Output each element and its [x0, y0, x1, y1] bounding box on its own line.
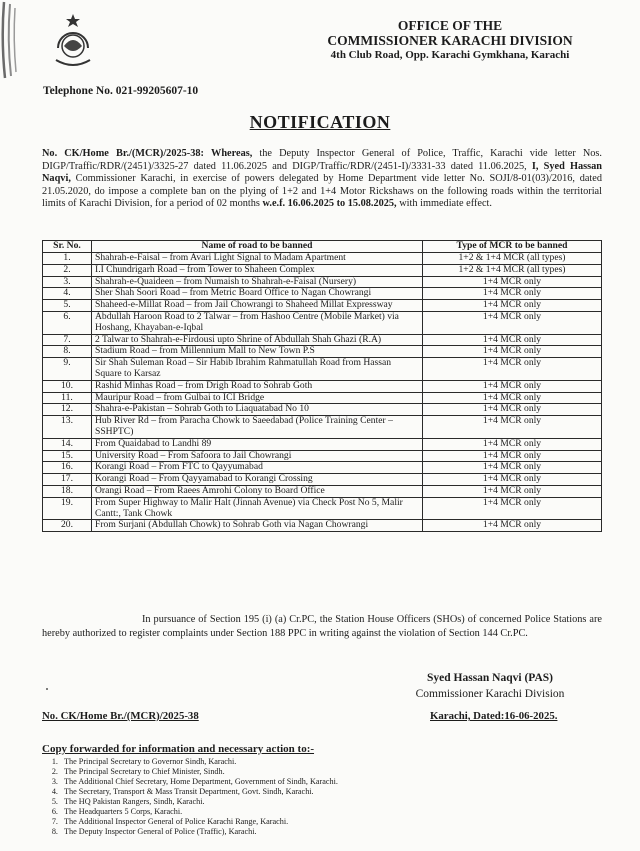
row-mcr: 1+4 MCR only [423, 485, 602, 497]
table-row [43, 380, 602, 392]
row-mcr: 1+4 MCR only [423, 380, 602, 392]
column-header-mcr: Type of MCR to be banned [423, 241, 602, 253]
row-sr: 18. [43, 485, 92, 497]
row-sr: 16. [43, 462, 92, 474]
reference-number: No. CK/Home Br./(MCR)/2025-38: [42, 148, 204, 159]
row-mcr: 1+2 & 1+4 MCR (all types) [423, 253, 602, 265]
table-row [43, 346, 602, 358]
table-row [43, 392, 602, 404]
document-title: NOTIFICATION [249, 112, 391, 132]
row-sr: 10. [43, 380, 92, 392]
table-row [43, 474, 602, 486]
table-row [43, 253, 602, 265]
row-road: Rashid Minhas Road – from Drigh Road to Sohrab Goth [92, 380, 423, 392]
column-header-road: Name of road to be banned [92, 241, 423, 253]
row-sr: 4. [43, 288, 92, 300]
column-header-sr: Sr. No. [43, 241, 92, 253]
row-sr: 20. [43, 520, 92, 532]
ban-period: w.e.f. 16.06.2025 to 15.08.2025, [262, 198, 397, 209]
row-road: Abdullah Haroon Road to 2 Talwar – from Hashoo Centre (Mobile Market) via Hoshang, Khayaban-e-Iqbal [92, 311, 423, 334]
body-text-2: Commissioner Karachi, in exercise of powers delegated by Home Department vide letter No. SOJI/8-01(03)/2016, dated 21.05.2020, do impose a complete ban on the plying of 1+2 and 1+4 Motor Rickshaws on the following roads within the territorial limits of Karachi Division, for a period of 02 months [42, 173, 602, 209]
list-item: 5. The HQ Pakistan Rangers, Sindh, Karachi. [60, 797, 620, 807]
row-mcr: 1+4 MCR only [423, 404, 602, 416]
row-mcr: 1+4 MCR only [423, 311, 602, 334]
row-road: I.I Chundrigarh Road – from Tower to Shaheen Complex [92, 264, 423, 276]
table-row [43, 276, 602, 288]
row-road: 2 Talwar to Shahrah-e-Firdousi upto Shrine of Abdullah Shah Ghazi (R.A) [92, 334, 423, 346]
row-sr: 17. [43, 474, 92, 486]
row-sr: 7. [43, 334, 92, 346]
row-sr: 9. [43, 358, 92, 381]
list-item: 4. The Secretary, Transport & Mass Transit Department, Govt. Sindh, Karachi. [60, 787, 620, 797]
row-sr: 5. [43, 300, 92, 312]
margin-dot [46, 688, 48, 690]
row-mcr: 1+4 MCR only [423, 462, 602, 474]
row-mcr: 1+4 MCR only [423, 450, 602, 462]
row-mcr: 1+4 MCR only [423, 300, 602, 312]
footer-reference-number: No. CK/Home Br./(MCR)/2025-38 [42, 710, 199, 722]
telephone-number: Telephone No. 021-99205607-10 [43, 85, 199, 97]
list-item: 7. The Additional Inspector General of Police Karachi Range, Karachi. [60, 817, 620, 827]
row-mcr: 1+4 MCR only [423, 474, 602, 486]
row-road: University Road – From Safoora to Jail Chowrangi [92, 450, 423, 462]
table-row [43, 311, 602, 334]
row-road: Korangi Road – From Qayyamabad to Korangi Crossing [92, 474, 423, 486]
office-title: OFFICE OF THE [397, 18, 503, 33]
row-sr: 14. [43, 438, 92, 450]
row-road: Shahra-e-Pakistan – Sohrab Goth to Liaquatabad No 10 [92, 404, 423, 416]
table-row [43, 438, 602, 450]
row-mcr: 1+4 MCR only [423, 438, 602, 450]
table-header-row [43, 241, 602, 253]
row-sr: 19. [43, 497, 92, 520]
row-mcr: 1+4 MCR only [423, 288, 602, 300]
row-road: Shaheed-e-Millat Road – from Jail Chowrangi to Shaheed Millat Expressway [92, 300, 423, 312]
list-item: 3. The Additional Chief Secretary, Home Department, Government of Sindh, Karachi. [60, 777, 620, 787]
office-name: COMMISSIONER KARACHI DIVISION [327, 33, 573, 48]
table-row [43, 404, 602, 416]
table-row [43, 300, 602, 312]
row-road: Orangi Road – From Raees Amrohi Colony to Board Office [92, 485, 423, 497]
office-address: 4th Club Road, Opp. Karachi Gymkhana, Karachi [330, 49, 570, 61]
row-sr: 15. [43, 450, 92, 462]
row-road: Korangi Road – From FTC to Qayyumabad [92, 462, 423, 474]
row-road: Sir Shah Suleman Road – Sir Habib Ibrahim Rahmatullah Road from Hassan Square to Karsaz [92, 358, 423, 381]
body-text-3: with immediate effect. [399, 198, 492, 209]
whereas-label: Whereas, [211, 148, 253, 159]
row-road: Sher Shah Soori Road – from Metric Board Office to Nagan Chowrangi [92, 288, 423, 300]
row-road: Stadium Road – from Millennium Mall to New Town P.S [92, 346, 423, 358]
row-sr: 13. [43, 416, 92, 439]
row-mcr: 1+4 MCR only [423, 416, 602, 439]
row-mcr: 1+4 MCR only [423, 276, 602, 288]
row-sr: 1. [43, 253, 92, 265]
table-row [43, 264, 602, 276]
row-sr: 6. [43, 311, 92, 334]
row-road: From Surjani (Abdullah Chowk) to Sohrab Goth via Nagan Chowrangi [92, 520, 423, 532]
list-item: 8. The Deputy Inspector General of Police (Traffic), Karachi. [60, 827, 620, 837]
table-row [43, 288, 602, 300]
list-item: 1. The Principal Secretary to Governor Sindh, Karachi. [60, 757, 620, 767]
signatory-title: Commissioner Karachi Division [415, 688, 565, 700]
notification-body [42, 148, 602, 211]
table-row [43, 462, 602, 474]
table-row [43, 416, 602, 439]
row-mcr: 1+4 MCR only [423, 334, 602, 346]
table-row [43, 334, 602, 346]
row-sr: 3. [43, 276, 92, 288]
row-sr: 12. [43, 404, 92, 416]
row-road: From Quaidabad to Landhi 89 [92, 438, 423, 450]
footer-date: Karachi, Dated:16-06-2025. [430, 710, 558, 722]
commissioner-name: I, Syed Hassan Naqvi, [42, 160, 603, 184]
row-sr: 2. [43, 264, 92, 276]
list-item: 2. The Principal Secretary to Chief Minister, Sindh. [60, 767, 620, 777]
row-sr: 8. [43, 346, 92, 358]
table-row [43, 358, 602, 381]
table-row [43, 520, 602, 532]
table-row [43, 450, 602, 462]
row-mcr: 1+4 MCR only [423, 358, 602, 381]
row-mcr: 1+4 MCR only [423, 346, 602, 358]
row-road: Hub River Rd – from Paracha Chowk to Saeedabad (Police Training Center – SSHPTC) [92, 416, 423, 439]
row-mcr: 1+4 MCR only [423, 520, 602, 532]
row-road: Shahrah-e-Faisal – from Avari Light Signal to Madam Apartment [92, 253, 423, 265]
office-header [300, 18, 600, 62]
row-road: Mauripur Road – from Gulbai to ICI Bridge [92, 392, 423, 404]
sindh-government-emblem-icon [50, 12, 96, 72]
banned-roads-table [42, 240, 602, 532]
row-mcr: 1+4 MCR only [423, 392, 602, 404]
signatory-name: Syed Hassan Naqvi (PAS) [427, 672, 553, 684]
table-row [43, 485, 602, 497]
authorization-paragraph: In pursuance of Section 195 (i) (a) Cr.PC, the Station House Officers (SHOs) of concerned Police Stations are hereby authorized to register complaints under Section 188 PPC in writing against the violation of Section 144 Cr.PC. [42, 614, 602, 639]
binding-clip-icon [0, 0, 24, 80]
row-sr: 11. [43, 392, 92, 404]
table-row [43, 497, 602, 520]
row-road: Shahrah-e-Quaideen – from Numaish to Shahrah-e-Faisal (Nursery) [92, 276, 423, 288]
body-text-1: the Deputy Inspector General of Police, Traffic, Karachi vide letter Nos. DIGP/Traffic/RDR/(2451)/3325-27 dated 11.06.2025 and DIGP/Traffic/RDR/(2451-I)/3331-33 dated 11.06.2025, [42, 148, 603, 172]
list-item: 6. The Headquarters 5 Corps, Karachi. [60, 807, 620, 817]
row-mcr: 1+2 & 1+4 MCR (all types) [423, 264, 602, 276]
copy-recipient-list [30, 757, 620, 837]
copy-forwarded-heading: Copy forwarded for information and necessary action to:- [42, 743, 315, 755]
row-road: From Super Highway to Malir Halt (Jinnah Avenue) via Check Post No 5, Malir Cantt:, Tank Chowk [92, 497, 423, 520]
row-mcr: 1+4 MCR only [423, 497, 602, 520]
